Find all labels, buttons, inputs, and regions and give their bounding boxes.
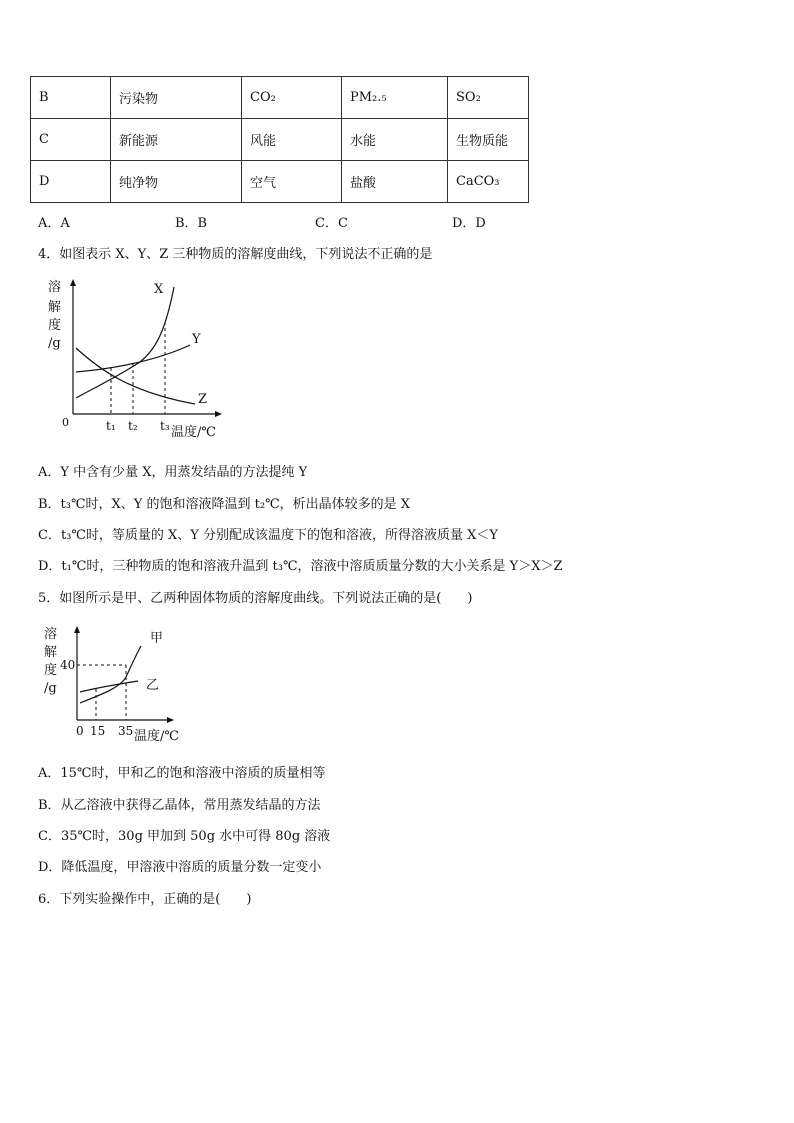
- q5-option-a: A．15℃时，甲和乙的饱和溶液中溶质的质量相等: [38, 766, 326, 781]
- y-axis-arrow-icon: [74, 626, 80, 633]
- option-d: D．D: [452, 216, 486, 231]
- table-cell: 风能: [242, 119, 342, 161]
- table-cell: 空气: [242, 161, 342, 203]
- solubility-chart-jia-yi: [40, 620, 200, 750]
- tick-t1: t₁: [106, 419, 116, 433]
- table-row: [31, 161, 529, 203]
- tick-t3: t₃: [160, 419, 170, 433]
- ylabel-char: 度: [44, 663, 58, 678]
- ylabel-char: /g: [44, 681, 57, 696]
- ylabel-char: 解: [48, 300, 62, 315]
- q4-option-d: D．t₁℃时，三种物质的饱和溶液升温到 t₃℃，溶液中溶质质量分数的大小关系是 Y＞X＞Z: [38, 559, 563, 574]
- x-axis-arrow-icon: [215, 411, 222, 417]
- tick-t2: t₂: [128, 419, 138, 433]
- label-yi: 乙: [146, 678, 160, 693]
- q4-option-c: C．t₃℃时，等质量的 X、Y 分别配成该温度下的饱和溶液，所得溶液质量 X＜Y: [38, 528, 498, 543]
- ylabel-char: 解: [44, 645, 58, 660]
- tick-y40: 40: [60, 658, 76, 672]
- table-cell: B: [31, 77, 111, 119]
- ylabel-char: /g: [48, 336, 61, 351]
- xlabel: 温度/℃: [134, 729, 179, 744]
- q5-stem: 5．如图所示是甲、乙两种固体物质的溶解度曲线。下列说法正确的是( ): [38, 591, 473, 606]
- table-cell: 纯净物: [111, 161, 242, 203]
- ylabel-char: 溶: [44, 627, 58, 642]
- tick-x35: 35: [118, 724, 134, 738]
- tick-x15: 15: [90, 724, 106, 738]
- table-row: [31, 77, 529, 119]
- table-cell: C: [31, 119, 111, 161]
- option-c: C．C: [315, 216, 348, 231]
- label-y: Y: [192, 332, 201, 347]
- label-jia: 甲: [150, 631, 164, 646]
- curve-y: [76, 345, 190, 372]
- option-a: A．A: [38, 216, 70, 231]
- q6-stem: 6．下列实验操作中，正确的是( ): [38, 892, 252, 907]
- table-cell: 新能源: [111, 119, 242, 161]
- table-cell: CO₂: [242, 77, 342, 119]
- q5-option-b: B．从乙溶液中获得乙晶体，常用蒸发结晶的方法: [38, 798, 321, 813]
- q5-option-d: D．降低温度，甲溶液中溶质的质量分数一定变小: [38, 860, 322, 875]
- xlabel: 温度/℃: [171, 425, 216, 440]
- table-cell: 污染物: [111, 77, 242, 119]
- ylabel-char: 度: [48, 318, 62, 333]
- origin-label: 0: [76, 724, 84, 738]
- ylabel-char: 溶: [48, 280, 62, 295]
- q3-options: [38, 212, 538, 230]
- option-b: B．B: [175, 216, 208, 231]
- table-cell: 盐酸: [342, 161, 448, 203]
- y-axis-arrow-icon: [70, 279, 76, 286]
- curve-jia: [80, 646, 141, 703]
- table-cell: D: [31, 161, 111, 203]
- label-z: Z: [198, 392, 208, 407]
- table-cell: CaCO₃: [448, 161, 529, 203]
- table-row: [31, 119, 529, 161]
- curve-z: [76, 348, 195, 404]
- label-x: X: [154, 282, 164, 297]
- q4-option-b: B．t₃℃时，X、Y 的饱和溶液降温到 t₂℃，析出晶体较多的是 X: [38, 497, 410, 512]
- q5-option-c: C．35℃时，30g 甲加到 50g 水中可得 80g 溶液: [38, 829, 331, 844]
- q4-stem: 4．如图表示 X、Y、Z 三种物质的溶解度曲线，下列说法不正确的是: [38, 247, 433, 262]
- table-cell: SO₂: [448, 77, 529, 119]
- x-axis-arrow-icon: [167, 717, 174, 723]
- table-cell: 生物质能: [448, 119, 529, 161]
- curve-x: [76, 287, 174, 398]
- table-cell: 水能: [342, 119, 448, 161]
- solubility-chart-xyz: [40, 275, 230, 445]
- q4-option-a: A．Y 中含有少量 X，用蒸发结晶的方法提纯 Y: [38, 465, 308, 480]
- origin-label: 0: [62, 416, 69, 429]
- classification-table: [30, 76, 529, 203]
- table-cell: PM₂.₅: [342, 77, 448, 119]
